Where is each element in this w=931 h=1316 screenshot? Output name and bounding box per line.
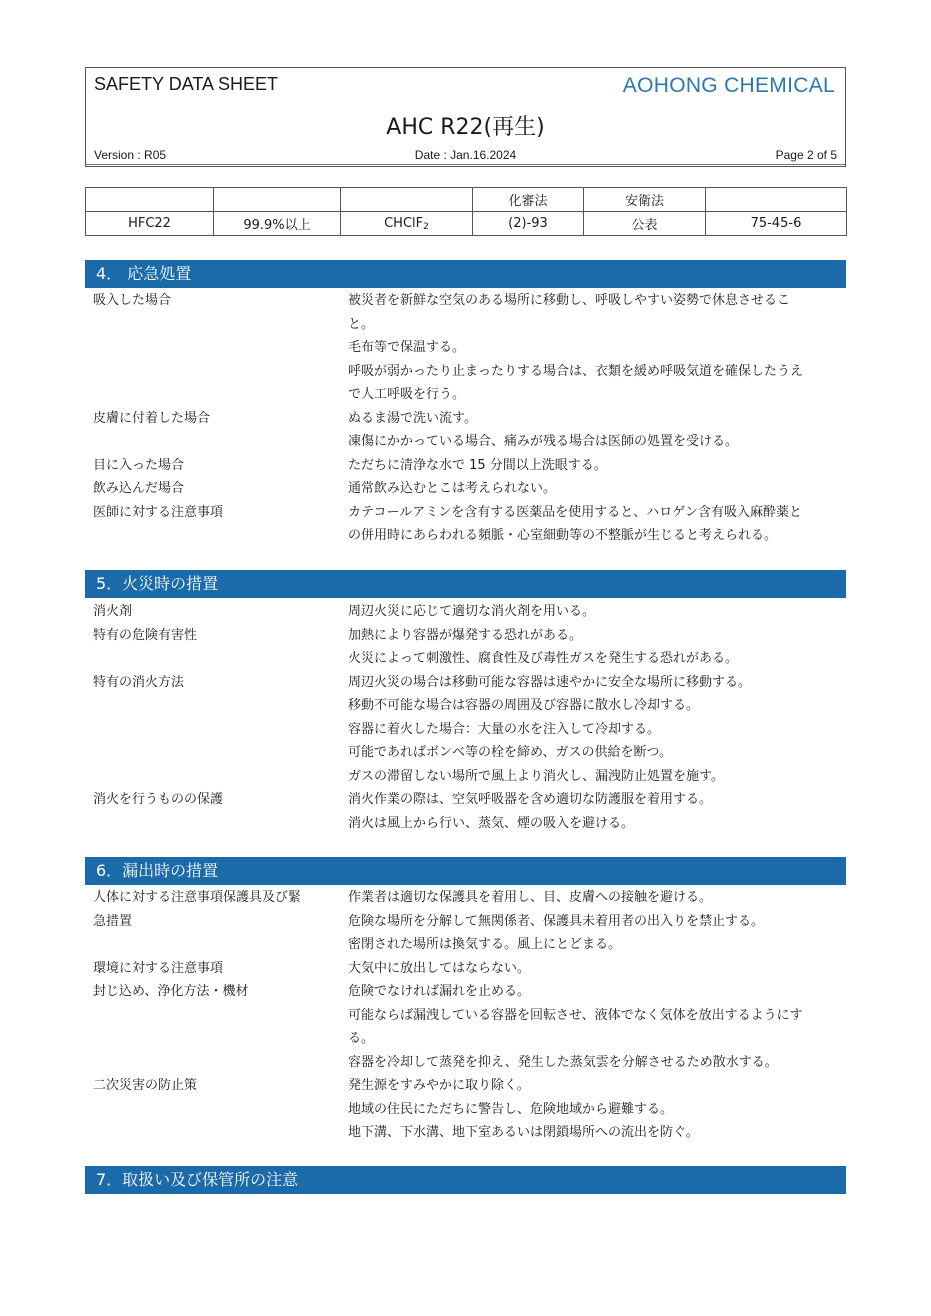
doc-type-label: SAFETY DATA SHEET: [94, 74, 279, 94]
formula-main: CHClF: [384, 215, 424, 231]
text-line: カテコールアミンを含有する医薬品を使用すると、ハロゲン含有吸入麻酔薬と: [348, 504, 802, 520]
text-line: 周辺火災に応じて適切な消火剤を用いる。: [348, 604, 596, 619]
text-line: 危険でなければ漏れを止める。: [348, 984, 531, 999]
composition-table: [85, 187, 847, 236]
text-line: ただちに清浄な水で 15 分間以上洗眼する。: [348, 457, 607, 473]
text-line: 加熱により容器が爆発する恐れがある。: [348, 627, 583, 643]
label-physician: 医師に対する注意事項: [93, 504, 224, 520]
formula-subscript: 2: [423, 221, 429, 232]
text-line: 消火作業の際は、空気呼吸器を含め適切な防護服を着用する。: [348, 792, 713, 807]
header-divider: [86, 164, 845, 165]
text-line: の併用時にあらわれる頻脈・心室細動等の不整脈が生じると考えられる。: [348, 528, 778, 543]
text-line: 密閉された場所は換気する。風上にとどまる。: [348, 937, 622, 952]
text-line: 容器に着火した場合：大量の水を注入して冷却する。: [348, 721, 661, 737]
product-title: AHC R22(再生): [386, 115, 545, 140]
label-specific-hazards: 特有の危険有害性: [93, 627, 198, 643]
label-extinguishing-media: 消火剤: [93, 604, 133, 619]
label-personal-precautions-cont: 急措置: [93, 913, 133, 929]
section-6-heading: 6．漏出時の措置: [85, 857, 846, 885]
text-line: 周辺火災の場合は移動可能な容器は速やかに安全な場所に移動する。: [348, 674, 752, 690]
cas-number: 75-45-6: [706, 212, 847, 236]
table-header-cell: 化審法: [473, 188, 584, 212]
text-line: 大気中に放出してはならない。: [348, 960, 531, 976]
label-firefighter-protection: 消火を行うものの保護: [93, 792, 224, 807]
chemical-formula: [341, 212, 473, 236]
section-5-heading: 5．火災時の措置: [85, 570, 846, 598]
anei-status: 公表: [584, 212, 706, 236]
label-skin: 皮膚に付着した場合: [93, 410, 211, 426]
version-text: Version : R05: [94, 148, 167, 162]
kashin-number: (2)-93: [473, 212, 584, 236]
label-ingestion: 飲み込んだ場合: [93, 481, 185, 496]
label-inhalation: 吸入した場合: [93, 293, 172, 308]
text-line: 移動不可能な場合は容器の周囲及び容器に散水し冷却する。: [348, 698, 700, 713]
company-name: AOHONG CHEMICAL: [622, 74, 835, 97]
document-header: [85, 67, 846, 167]
table-header-cell: [706, 188, 847, 212]
text-line: で人工呼吸を行う。: [348, 387, 466, 402]
section-7-heading: 7．取扱い及び保管所の注意: [85, 1166, 846, 1194]
text-line: 毛布等で保温する。: [348, 340, 466, 355]
substance-name: HFC22: [86, 212, 214, 236]
text-line: 地域の住民にただちに警告し、危険地域から避難する。: [348, 1101, 674, 1117]
text-line: 可能であればボンベ等の栓を締め、ガスの供給を断つ。: [348, 745, 672, 760]
text-line: 消火は風上から行い、蒸気、煙の吸入を避ける。: [348, 815, 635, 831]
label-containment: 封じ込め、浄化方法・機材: [93, 984, 249, 999]
text-line: る。: [348, 1031, 375, 1046]
text-line: 地下溝、下水溝、地下室あるいは閉鎖場所への流出を防ぐ。: [348, 1125, 699, 1140]
text-line: と。: [348, 316, 375, 332]
text-line: 容器を冷却して蒸発を抑え、発生した蒸気雲を分解させるため散水する。: [348, 1054, 778, 1070]
label-environmental-precautions: 環境に対する注意事項: [93, 960, 224, 976]
text-line: ぬるま湯で洗い流す。: [348, 410, 477, 426]
text-line: 凍傷にかかっている場合、痛みが残る場合は医師の処置を受ける。: [348, 434, 739, 449]
page-number: Page 2 of 5: [775, 148, 837, 162]
table-header-cell: [214, 188, 341, 212]
table-header-cell: [341, 188, 473, 212]
text-line: 危険な場所を分解して無関係者、保護具未着用者の出入りを禁止する。: [348, 913, 765, 929]
label-secondary-disaster: 二次災害の防止策: [93, 1078, 198, 1093]
text-line: 発生源をすみやかに取り除く。: [348, 1078, 530, 1093]
text-line: ガスの滞留しない場所で風上より消火し、漏洩防止処置を施す。: [348, 768, 724, 784]
table-header-cell: [86, 188, 214, 212]
text-line: 呼吸が弱かったり止まったりする場合は、衣類を緩め呼吸気道を確保したうえ: [348, 363, 804, 379]
text-line: 通常飲み込むとこは考えられない。: [348, 481, 557, 496]
table-row: [86, 212, 847, 236]
concentration: 99.9%以上: [214, 212, 341, 236]
section-4-heading: 4． 応急処置: [85, 260, 846, 288]
date-text: Date : Jan.16.2024: [414, 148, 517, 162]
label-personal-precautions: 人体に対する注意事項保護具及び緊: [93, 890, 302, 905]
text-line: 可能ならば漏洩している容器を回転させ、液体でなく気体を放出するようにす: [348, 1007, 803, 1023]
text-line: 作業者は適切な保護具を着用し、目、皮膚への接触を避ける。: [348, 890, 713, 905]
table-header-cell: 安衛法: [584, 188, 706, 212]
text-line: 火災によって刺激性、腐食性及び毒性ガスを発生する恐れがある。: [348, 651, 739, 666]
label-firefighting-methods: 特有の消火方法: [93, 674, 185, 690]
table-header-row: [86, 188, 847, 212]
text-line: 被災者を新鮮な空気のある場所に移動し、呼吸しやすい姿勢で休息させるこ: [348, 293, 791, 308]
label-eyes: 目に入った場合: [93, 457, 185, 473]
